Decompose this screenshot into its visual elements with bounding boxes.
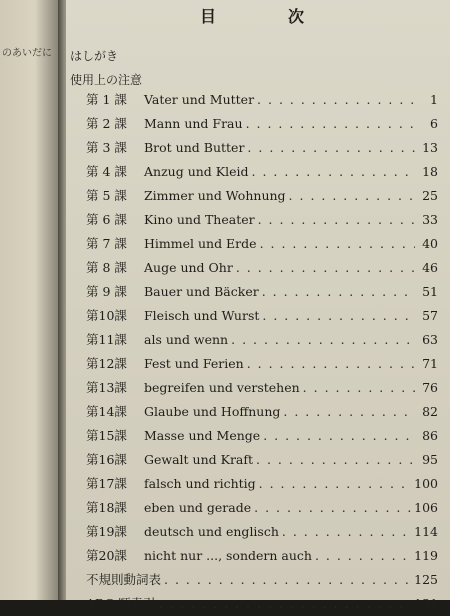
leader-dots	[262, 304, 415, 328]
lesson-number: 第15課	[86, 428, 127, 443]
leader-dots	[257, 88, 415, 112]
lesson-title: Masse und Menge	[144, 428, 261, 443]
lesson-number: 第17課	[86, 476, 127, 491]
leader-dots	[236, 256, 415, 280]
front-matter-usage-notes: 使用上の注意	[70, 73, 143, 87]
lesson-title: Himmel und Erde	[144, 236, 257, 251]
lesson-number: 第 2 課	[86, 116, 127, 131]
toc-entry	[86, 472, 438, 496]
toc-entry	[86, 136, 438, 160]
lesson-title: deutsch und englisch	[144, 524, 279, 539]
leader-dots	[283, 400, 415, 424]
page-number: 82	[422, 404, 438, 419]
toc-entry	[86, 304, 438, 328]
leader-dots	[303, 376, 415, 400]
lesson-number: 第16課	[86, 452, 127, 467]
leader-dots	[231, 328, 415, 352]
toc-entry	[86, 568, 438, 592]
left-page-edge	[0, 0, 58, 600]
contents-page	[66, 0, 450, 611]
front-matter-preface: はしがき	[70, 49, 119, 63]
page-number: 25	[422, 188, 438, 203]
page-number: 76	[422, 380, 438, 395]
lesson-title: Kino und Theater	[144, 212, 255, 227]
leader-dots	[289, 184, 415, 208]
lesson-title: Auge und Ohr	[144, 260, 233, 275]
toc-entry	[86, 88, 438, 112]
lesson-number: 第19課	[86, 524, 127, 539]
lesson-number: 第11課	[86, 332, 127, 347]
page-title: 目 次	[199, 7, 332, 26]
lesson-number: 第20課	[86, 548, 127, 563]
leader-dots	[262, 280, 415, 304]
lesson-title: Vater und Mutter	[144, 92, 255, 107]
lesson-title: Mann und Frau	[144, 116, 243, 131]
page-number: 63	[422, 332, 438, 347]
table-of-contents	[86, 88, 438, 616]
lesson-number: 第 9 課	[86, 284, 127, 299]
leader-dots	[259, 472, 412, 496]
lesson-number: 第18課	[86, 500, 127, 515]
toc-entry	[86, 544, 438, 568]
page-number: 86	[422, 428, 438, 443]
page-number: 1	[430, 92, 438, 107]
lesson-title: als und wenn	[144, 332, 229, 347]
page-number: 106	[414, 500, 438, 515]
lesson-title: Bauer und Bäcker	[144, 284, 259, 299]
lesson-number: 第 8 課	[86, 260, 127, 275]
page-number: 51	[422, 284, 438, 299]
toc-entry	[86, 424, 438, 448]
page-number: 125	[414, 572, 438, 587]
lesson-number: 第 7 課	[86, 236, 127, 251]
toc-entry	[86, 208, 438, 232]
page-number: 13	[422, 140, 438, 155]
page-number: 100	[414, 476, 438, 491]
toc-entry	[86, 520, 438, 544]
toc-entry	[86, 376, 438, 400]
lesson-title: Zimmer und Wohnung	[144, 188, 286, 203]
lesson-title: Gewalt und Kraft	[144, 452, 254, 467]
lesson-number: 第 4 課	[86, 164, 127, 179]
leader-dots	[252, 160, 416, 184]
toc-entry	[86, 256, 438, 280]
page-number: 6	[430, 116, 438, 131]
leader-dots	[247, 136, 415, 160]
toc-entry	[86, 352, 438, 376]
lesson-number: 第 5 課	[86, 188, 127, 203]
page-number: 57	[422, 308, 438, 323]
lesson-title: 不規則動詞表	[86, 572, 162, 587]
lesson-number: 第14課	[86, 404, 127, 419]
leader-dots	[258, 208, 415, 232]
page-number: 119	[414, 548, 438, 563]
leader-dots	[254, 496, 411, 520]
lesson-title: Anzug und Kleid	[144, 164, 249, 179]
toc-entry	[86, 184, 438, 208]
leader-dots	[164, 568, 411, 592]
page-number: 71	[422, 356, 438, 371]
lesson-title: falsch und richtig	[144, 476, 256, 491]
toc-entry	[86, 592, 438, 616]
toc-entry	[86, 280, 438, 304]
lesson-title: nicht nur ..., sondern auch	[144, 548, 312, 563]
lesson-number: 第 3 課	[86, 140, 127, 155]
leader-dots	[158, 592, 411, 616]
page-number: 40	[422, 236, 438, 251]
lesson-title: eben und gerade	[144, 500, 252, 515]
lesson-title: begreifen und verstehen	[144, 380, 300, 395]
lesson-title: ABC 順索引	[86, 596, 156, 611]
lesson-number: 第10課	[86, 308, 127, 323]
page-number: 18	[422, 164, 438, 179]
page-number: 33	[422, 212, 438, 227]
lesson-title: Fest und Ferien	[144, 356, 244, 371]
leader-dots	[282, 520, 411, 544]
lesson-title: Glaube und Hoffnung	[144, 404, 281, 419]
lesson-title: Fleisch und Wurst	[144, 308, 260, 323]
lesson-number: 第13課	[86, 380, 127, 395]
toc-entry	[86, 448, 438, 472]
toc-entry	[86, 160, 438, 184]
leader-dots	[246, 112, 415, 136]
page-number: 46	[422, 260, 438, 275]
page-number: 95	[422, 452, 438, 467]
leader-dots	[256, 448, 415, 472]
leader-dots	[260, 232, 415, 256]
lesson-number: 第 6 課	[86, 212, 127, 227]
toc-entry	[86, 232, 438, 256]
leader-dots	[247, 352, 415, 376]
toc-entry	[86, 328, 438, 352]
toc-entry	[86, 496, 438, 520]
page-number: 114	[414, 524, 438, 539]
page-number: 131	[414, 596, 438, 611]
leader-dots	[315, 544, 411, 568]
lesson-title: Brot und Butter	[144, 140, 245, 155]
lesson-number: 第12課	[86, 356, 127, 371]
left-page-text: のあいだに	[2, 48, 52, 59]
lesson-number: 第 1 課	[86, 92, 127, 107]
toc-entry	[86, 112, 438, 136]
leader-dots	[263, 424, 415, 448]
toc-entry	[86, 400, 438, 424]
